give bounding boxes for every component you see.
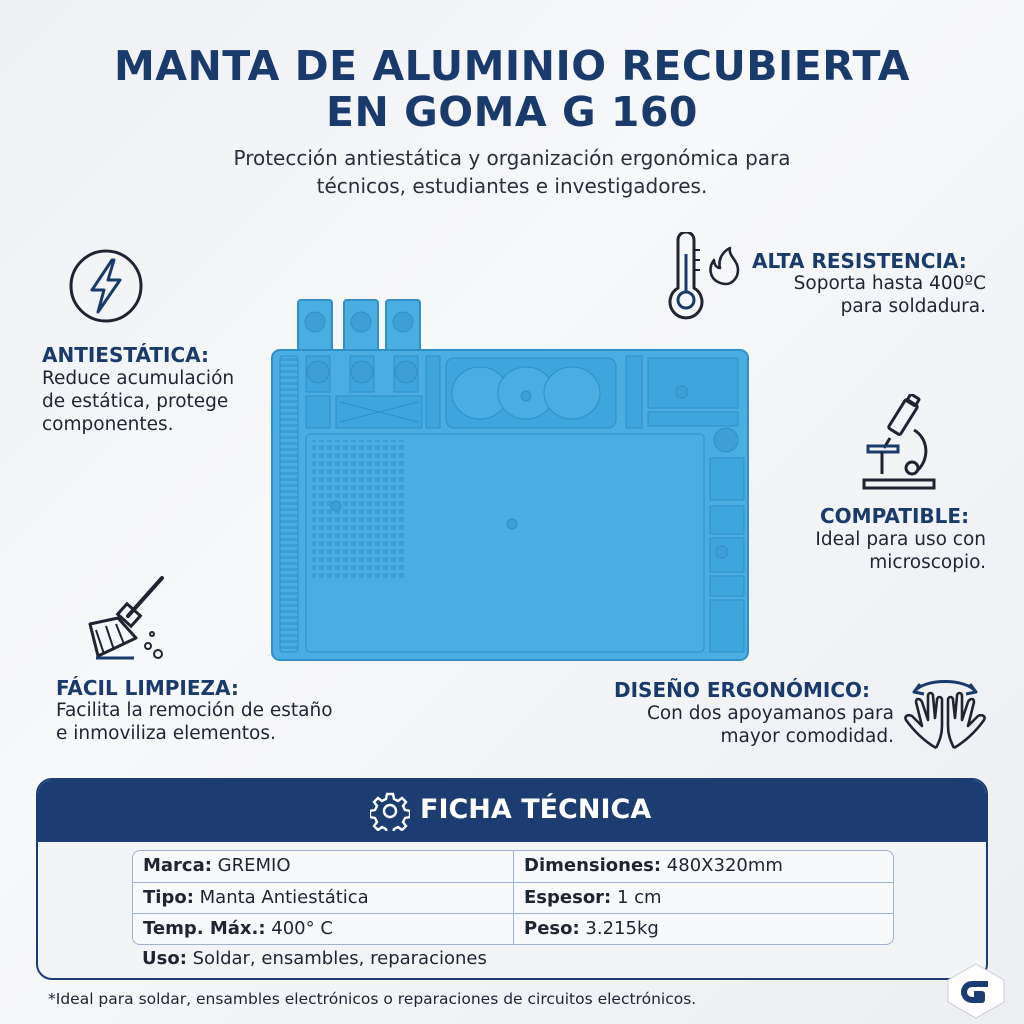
table-row	[133, 882, 893, 913]
feature-title-antiestatica: ANTIESTÁTICA:	[42, 343, 209, 367]
subtitle-line2: técnicos, estudiantes e investigadores.	[316, 174, 708, 198]
ficha-title: FICHA TÉCNICA	[420, 794, 652, 825]
feature-text-diseno-ergonomico-1: Con dos apoyamanos para	[646, 703, 894, 724]
microscope-icon	[862, 394, 936, 492]
spec-cell-espesor: Espesor: 1 cm	[513, 883, 893, 913]
feature-title-diseno-ergonomico: DISEÑO ERGONÓMICO:	[614, 678, 871, 702]
feature-text-antiestatica-2: de estática, protege	[42, 391, 229, 412]
feature-text-facil-limpieza-1: Facilita la remoción de estaño	[56, 700, 333, 721]
spec-cell-tipo: Tipo: Manta Antiestática	[143, 887, 369, 908]
feature-text-facil-limpieza-2: e inmoviliza elementos.	[56, 723, 276, 744]
feature-text-antiestatica-3: componentes.	[42, 414, 174, 435]
spec-uso: Uso: Soldar, ensambles, reparaciones	[142, 948, 487, 969]
footnote: *Ideal para soldar, ensambles electrónicos o reparaciones de circuitos electrónicos.	[48, 990, 697, 1008]
spec-table	[132, 850, 894, 945]
table-row	[133, 851, 893, 882]
page-title-line1: MANTA DE ALUMINIO RECUBIERTA	[113, 42, 911, 90]
feature-text-compatible-1: Ideal para uso con	[815, 529, 986, 550]
spec-cell-dimensiones: Dimensiones: 480X320mm	[513, 851, 893, 882]
broom-icon	[84, 572, 180, 664]
feature-text-alta-resistencia-1: Soporta hasta 400ºC	[793, 273, 986, 294]
feature-text-compatible-2: microscopio.	[869, 552, 986, 573]
lightning-icon	[66, 246, 146, 326]
feature-title-facil-limpieza: FÁCIL LIMPIEZA:	[56, 676, 239, 700]
feature-title-alta-resistencia: ALTA RESISTENCIA:	[752, 249, 967, 273]
table-row	[133, 913, 893, 944]
feature-text-antiestatica-1: Reduce acumulación	[42, 368, 235, 389]
feature-text-diseno-ergonomico-2: mayor comodidad.	[720, 726, 894, 747]
hands-icon	[900, 668, 990, 752]
gear-icon	[370, 791, 410, 836]
feature-text-alta-resistencia-2: para soldadura.	[840, 296, 986, 317]
feature-title-compatible: COMPATIBLE:	[820, 504, 970, 528]
page-title-line2: EN GOMA G 160	[326, 88, 698, 136]
subtitle-line1: Protección antiestática y organización ergonómica para	[233, 146, 791, 170]
spec-cell-marca: Marca: GREMIO	[143, 855, 291, 876]
spec-cell-peso: Peso: 3.215kg	[513, 914, 893, 944]
ficha-header	[38, 780, 986, 842]
spec-cell-temp-max: Temp. Máx.: 400° C	[143, 918, 333, 939]
mat-product-image	[270, 292, 756, 669]
brand-logo-icon	[944, 962, 1008, 1024]
ficha-tecnica-panel	[36, 778, 988, 980]
